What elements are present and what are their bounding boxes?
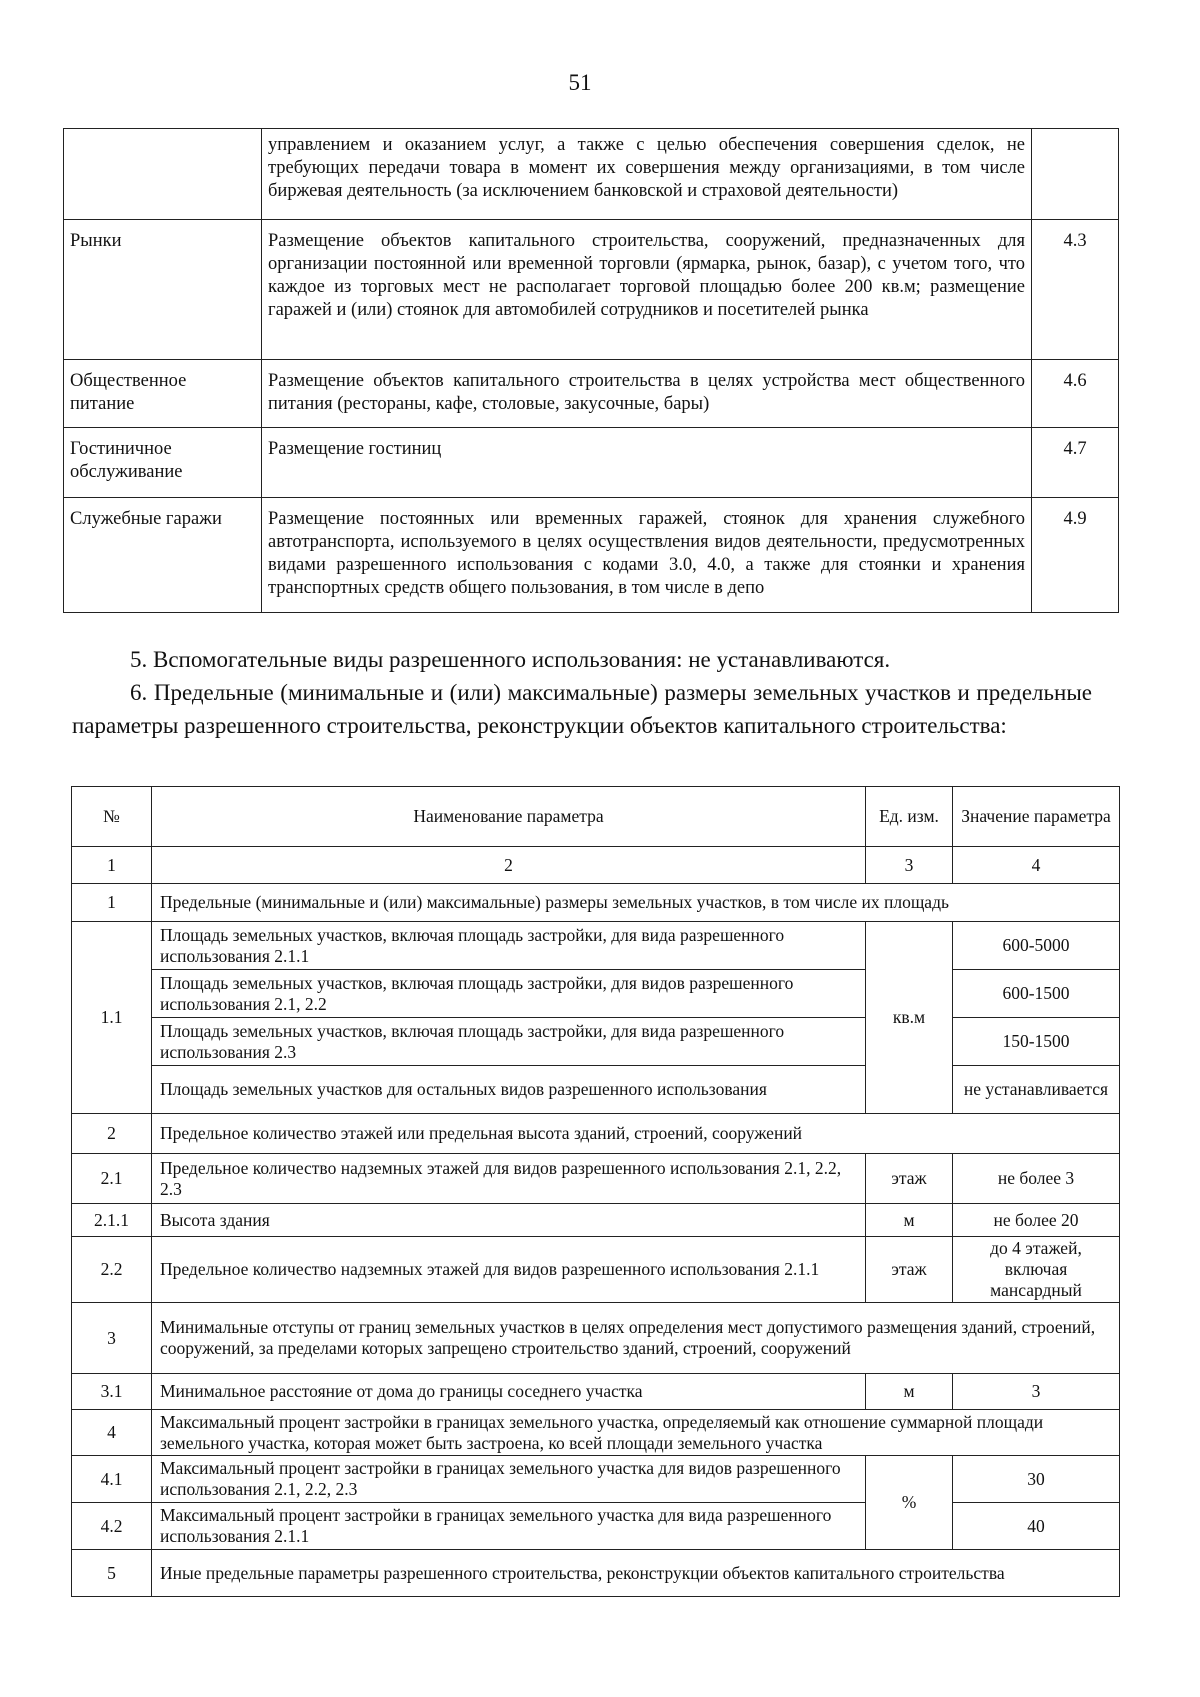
row-number: 2.2 bbox=[72, 1237, 152, 1303]
use-description-cell: управлением и оказанием услуг, а также с целью обеспечения совершения сделок, не требующих передачи товара в момент их совершения между организациями, в том числе биржевая деятельность (за исключением банковской и страховой деятельности) bbox=[262, 129, 1032, 220]
parameter-section: Минимальные отступы от границ земельных участков в целях определения мест допустимого размещения зданий, строений, сооружений, за пределами которых запрещено строительство зданий, строений, сооружений bbox=[152, 1303, 1120, 1374]
use-code-cell: 4.3 bbox=[1032, 220, 1119, 360]
parameter-value: 600-5000 bbox=[953, 922, 1120, 970]
header-num: № bbox=[72, 787, 152, 847]
parameter-name: Минимальное расстояние от дома до границы соседнего участка bbox=[152, 1374, 866, 1410]
header-value: Значение параметра bbox=[953, 787, 1120, 847]
parameter-section: Максимальный процент застройки в границах земельного участка, определяемый как отношение суммарной площади земельного участка, которая может быть застроена, ко всей площади земельного участка bbox=[152, 1410, 1120, 1456]
use-description-cell: Размещение гостиниц bbox=[262, 428, 1032, 498]
table-row bbox=[64, 220, 1119, 360]
parameter-name: Площадь земельных участков, включая площадь застройки, для вида разрешенного использования 2.1.1 bbox=[152, 922, 866, 970]
use-code-cell bbox=[1032, 129, 1119, 220]
use-description-cell: Размещение постоянных или временных гаражей, стоянок для хранения служебного автотранспорта, используемого в целях осуществления видов деятельности, предусмотренных видами разрешенного использования с кодами 3.0, 4.0, а также для стоянки и хранения транспортных средств общего пользования, в том числе в депо bbox=[262, 498, 1032, 613]
column-number: 2 bbox=[152, 847, 866, 884]
column-number: 1 bbox=[72, 847, 152, 884]
row-number: 3.1 bbox=[72, 1374, 152, 1410]
parameter-value: 600-1500 bbox=[953, 970, 1120, 1018]
header-name: Наименование параметра bbox=[152, 787, 866, 847]
parameter-name: Высота здания bbox=[152, 1204, 866, 1237]
parameter-name: Максимальный процент застройки в границах земельного участка для вида разрешенного использования 2.1.1 bbox=[152, 1503, 866, 1550]
parameter-name: Площадь земельных участков, включая площадь застройки, для видов разрешенного использования 2.1, 2.2 bbox=[152, 970, 866, 1018]
row-number: 4.1 bbox=[72, 1456, 152, 1503]
row-number: 5 bbox=[72, 1550, 152, 1597]
parameter-unit: % bbox=[866, 1456, 953, 1550]
use-code-cell: 4.7 bbox=[1032, 428, 1119, 498]
table-row bbox=[72, 1456, 1120, 1503]
parameter-value: 150-1500 bbox=[953, 1018, 1120, 1066]
table-row bbox=[64, 129, 1119, 220]
table-row bbox=[72, 1237, 1120, 1303]
column-number: 3 bbox=[866, 847, 953, 884]
table-row bbox=[64, 360, 1119, 428]
parameter-name: Площадь земельных участков, включая площадь застройки, для вида разрешенного использования 2.3 bbox=[152, 1018, 866, 1066]
parameter-value: до 4 этажей, включая мансардный bbox=[953, 1237, 1120, 1303]
row-number: 2 bbox=[72, 1114, 152, 1154]
parameter-section: Иные предельные параметры разрешенного строительства, реконструкции объектов капитального строительства bbox=[152, 1550, 1120, 1597]
parameter-unit: этаж bbox=[866, 1237, 953, 1303]
table-row bbox=[72, 970, 1120, 1018]
parameter-section: Предельные (минимальные и (или) максимальные) размеры земельных участков, в том числе их площадь bbox=[152, 884, 1120, 922]
table-row bbox=[72, 1303, 1120, 1374]
header-unit: Ед. изм. bbox=[866, 787, 953, 847]
use-name-cell: Общественное питание bbox=[64, 360, 262, 428]
table-row bbox=[72, 1066, 1120, 1114]
use-description-cell: Размещение объектов капитального строительства в целях устройства мест общественного питания (рестораны, кафе, столовые, закусочные, бары) bbox=[262, 360, 1032, 428]
use-name-cell: Рынки bbox=[64, 220, 262, 360]
row-number: 2.1.1 bbox=[72, 1204, 152, 1237]
parameter-value: 3 bbox=[953, 1374, 1120, 1410]
table-row bbox=[72, 1204, 1120, 1237]
table-row bbox=[72, 1154, 1120, 1204]
use-name-cell: Служебные гаражи bbox=[64, 498, 262, 613]
parameter-value: 40 bbox=[953, 1503, 1120, 1550]
table-row bbox=[72, 1374, 1120, 1410]
row-number: 2.1 bbox=[72, 1154, 152, 1204]
row-number: 4.2 bbox=[72, 1503, 152, 1550]
permitted-uses-table bbox=[63, 128, 1119, 613]
table-row bbox=[72, 1018, 1120, 1066]
parameter-value: 30 bbox=[953, 1456, 1120, 1503]
column-number: 4 bbox=[953, 847, 1120, 884]
use-name-cell: Гостиничное обслуживание bbox=[64, 428, 262, 498]
parameter-unit: м bbox=[866, 1374, 953, 1410]
row-number: 1.1 bbox=[72, 922, 152, 1114]
paragraph-auxiliary-uses: 5. Вспомогательные виды разрешенного использования: не устанавливаются. bbox=[130, 647, 891, 672]
table-row bbox=[64, 498, 1119, 613]
parameter-value: не более 20 bbox=[953, 1204, 1120, 1237]
parameter-name: Площадь земельных участков для остальных видов разрешенного использования bbox=[152, 1066, 866, 1114]
paragraph-limit-parameters: 6. Предельные (минимальные и (или) максимальные) размеры земельных участков и предельные параметры разрешенного строительства, реконструкции объектов капитального строительства: bbox=[72, 680, 1092, 738]
use-description-cell: Размещение объектов капитального строительства, сооружений, предназначенных для организации постоянной или временной торговли (ярмарка, рынок, базар), с учетом того, что каждое из торговых мест не располагает торговой площадью более 200 кв.м; размещение гаражей и (или) стоянок для автомобилей сотрудников и посетителей рынка bbox=[262, 220, 1032, 360]
table-row bbox=[72, 1114, 1120, 1154]
header-row bbox=[72, 787, 1120, 847]
row-number: 1 bbox=[72, 884, 152, 922]
table-row bbox=[72, 1550, 1120, 1597]
parameter-name: Максимальный процент застройки в границах земельного участка для видов разрешенного использования 2.1, 2.2, 2.3 bbox=[152, 1456, 866, 1503]
table-row bbox=[64, 428, 1119, 498]
parameter-name: Предельное количество надземных этажей для видов разрешенного использования 2.1, 2.2, 2.3 bbox=[152, 1154, 866, 1204]
parameter-value: не устанавливается bbox=[953, 1066, 1120, 1114]
table-row bbox=[72, 884, 1120, 922]
row-number: 3 bbox=[72, 1303, 152, 1374]
parameter-value: не более 3 bbox=[953, 1154, 1120, 1204]
parameter-unit: м bbox=[866, 1204, 953, 1237]
row-number: 4 bbox=[72, 1410, 152, 1456]
table-row bbox=[72, 1410, 1120, 1456]
use-name-cell bbox=[64, 129, 262, 220]
parameter-section: Предельное количество этажей или предельная высота зданий, строений, сооружений bbox=[152, 1114, 1120, 1154]
use-code-cell: 4.6 bbox=[1032, 360, 1119, 428]
parameter-unit: кв.м bbox=[866, 922, 953, 1114]
page-number: 51 bbox=[568, 70, 592, 95]
table-row bbox=[72, 1503, 1120, 1550]
limit-parameters-table bbox=[71, 786, 1120, 1597]
table-row bbox=[72, 922, 1120, 970]
column-numbers-row bbox=[72, 847, 1120, 884]
use-code-cell: 4.9 bbox=[1032, 498, 1119, 613]
parameter-name: Предельное количество надземных этажей для видов разрешенного использования 2.1.1 bbox=[152, 1237, 866, 1303]
parameter-unit: этаж bbox=[866, 1154, 953, 1204]
